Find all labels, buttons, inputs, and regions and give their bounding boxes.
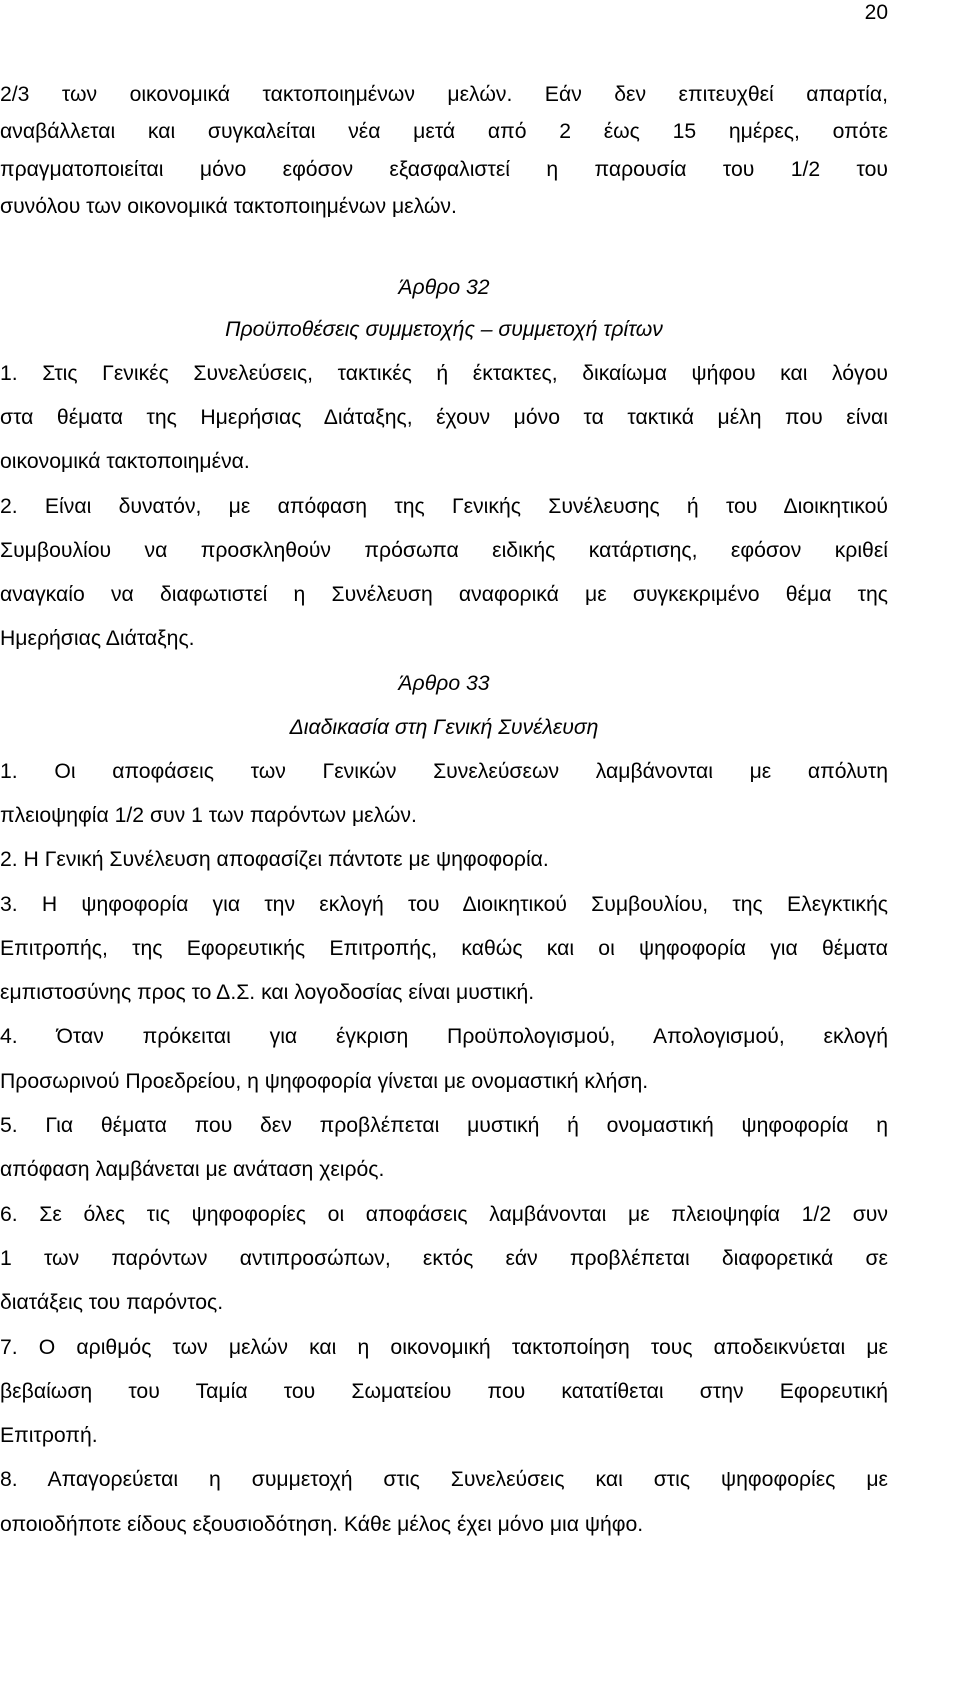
article-33-paragraph-3 xyxy=(0,883,888,1016)
article-32-paragraph-1 xyxy=(0,352,888,485)
text-line: απόφαση λαμβάνεται με ανάταση χειρός. xyxy=(0,1158,385,1182)
article-33-paragraph-5 xyxy=(0,1104,888,1193)
intro-paragraph xyxy=(0,76,888,226)
text-line: πραγματοποιείται μόνο εφόσον εξασφαλιστεί η παρουσία του 1/2 του xyxy=(0,157,888,181)
text-line: 1. Οι αποφάσεις των Γενικών Συνελεύσεων λαμβάνονται με απόλυτη xyxy=(0,759,888,783)
text-line: στα θέματα της Ημερήσιας Διάταξης, έχουν μόνο τα τακτικά μέλη που είναι xyxy=(0,405,888,429)
text-line: αναγκαίο να διαφωτιστεί η Συνέλευση αναφορικά με συγκεκριμένο θέμα της xyxy=(0,583,888,607)
article-33-paragraph-4 xyxy=(0,1015,888,1104)
text-line: Συμβουλίου να προσκληθούν πρόσωπα ειδικής κατάρτισης, εφόσον κριθεί xyxy=(0,538,888,562)
text-line: οικονομικά τακτοποιημένα. xyxy=(0,450,250,474)
text-line: πλειοψηφία 1/2 συν 1 των παρόντων μελών. xyxy=(0,804,417,827)
article-33-title: Διαδικασία στη Γενική Συνέλευση xyxy=(289,715,599,739)
article-33-paragraph-7 xyxy=(0,1326,888,1459)
article-33-number: Άρθρο 33 xyxy=(398,671,490,695)
page-number: 20 xyxy=(864,1,888,24)
text-line: 3. Η ψηφοφορία για την εκλογή του Διοικητικού Συμβουλίου, της Ελεγκτικής xyxy=(0,892,888,916)
text-line: 5. Για θέματα που δεν προβλέπεται μυστική ή ονομαστική ψηφοφορία η xyxy=(0,1114,888,1138)
text-line: 2. Είναι δυνατόν, με απόφαση της Γενικής Συνέλευσης ή του Διοικητικού xyxy=(0,494,888,518)
article-33-paragraph-6 xyxy=(0,1193,888,1326)
text-line: Ημερήσιας Διάταξης. xyxy=(0,627,195,651)
text-line: Προσωρινού Προεδρείου, η ψηφοφορία γίνεται με ονομαστική κλήση. xyxy=(0,1069,649,1093)
text-line: 4. Όταν πρόκειται για έγκριση Προϋπολογισμού, Απολογισμού, εκλογή xyxy=(0,1025,888,1049)
text-line: 7. Ο αριθμός των μελών και η οικονομική τακτοποίηση τους αποδεικνύεται με xyxy=(0,1335,888,1359)
text-line: διατάξεις του παρόντος. xyxy=(0,1291,224,1315)
text-line: 8. Απαγορεύεται η συμμετοχή στις Συνελεύσεις και στις ψηφοφορίες με xyxy=(0,1468,888,1492)
text-line: 1. Στις Γενικές Συνελεύσεις, τακτικές ή έκτακτες, δικαίωμα ψήφου και λόγου xyxy=(0,361,888,385)
text-line: οποιοδήποτε είδους εξουσιοδότηση. Κάθε μέλος έχει μόνο μια ψήφο. xyxy=(0,1512,644,1536)
text-line: εμπιστοσύνης προς το Δ.Σ. και λογοδοσίας είναι μυστική. xyxy=(0,981,535,1005)
article-32-number: Άρθρο 32 xyxy=(398,275,490,299)
article-32-title: Προϋποθέσεις συμμετοχής – συμμετοχή τρίτων xyxy=(225,317,663,341)
article-33-paragraph-2 xyxy=(0,838,888,882)
document-body xyxy=(0,76,888,1547)
text-line: 6. Σε όλες τις ψηφοφορίες οι αποφάσεις λαμβάνονται με πλειοψηφία 1/2 συν xyxy=(0,1202,888,1226)
article-32-paragraph-2 xyxy=(0,485,888,662)
text-line: συνόλου των οικονομικά τακτοποιημένων μελών. xyxy=(0,195,457,219)
text-line: Επιτροπή. xyxy=(0,1424,98,1448)
text-line: 2/3 των οικονομικά τακτοποιημένων μελών. Εάν δεν επιτευχθεί απαρτία, xyxy=(0,83,888,106)
text-line: 1 των παρόντων αντιπροσώπων, εκτός εάν προβλέπεται διαφορετικά σε xyxy=(0,1246,888,1270)
text-line: αναβάλλεται και συγκαλείται νέα μετά από 2 έως 15 ημέρες, οπότε xyxy=(0,120,888,144)
text-line: Επιτροπής, της Εφορευτικής Επιτροπής, καθώς και οι ψηφοφορία για θέματα xyxy=(0,936,888,960)
article-33-paragraph-8 xyxy=(0,1458,888,1547)
text-line: 2. Η Γενική Συνέλευση αποφασίζει πάντοτε με ψηφοφορία. xyxy=(0,848,549,872)
article-33-paragraph-1 xyxy=(0,750,888,839)
text-line: βεβαίωση του Ταμία του Σωματείου που κατατίθεται στην Εφορευτική xyxy=(0,1379,888,1403)
